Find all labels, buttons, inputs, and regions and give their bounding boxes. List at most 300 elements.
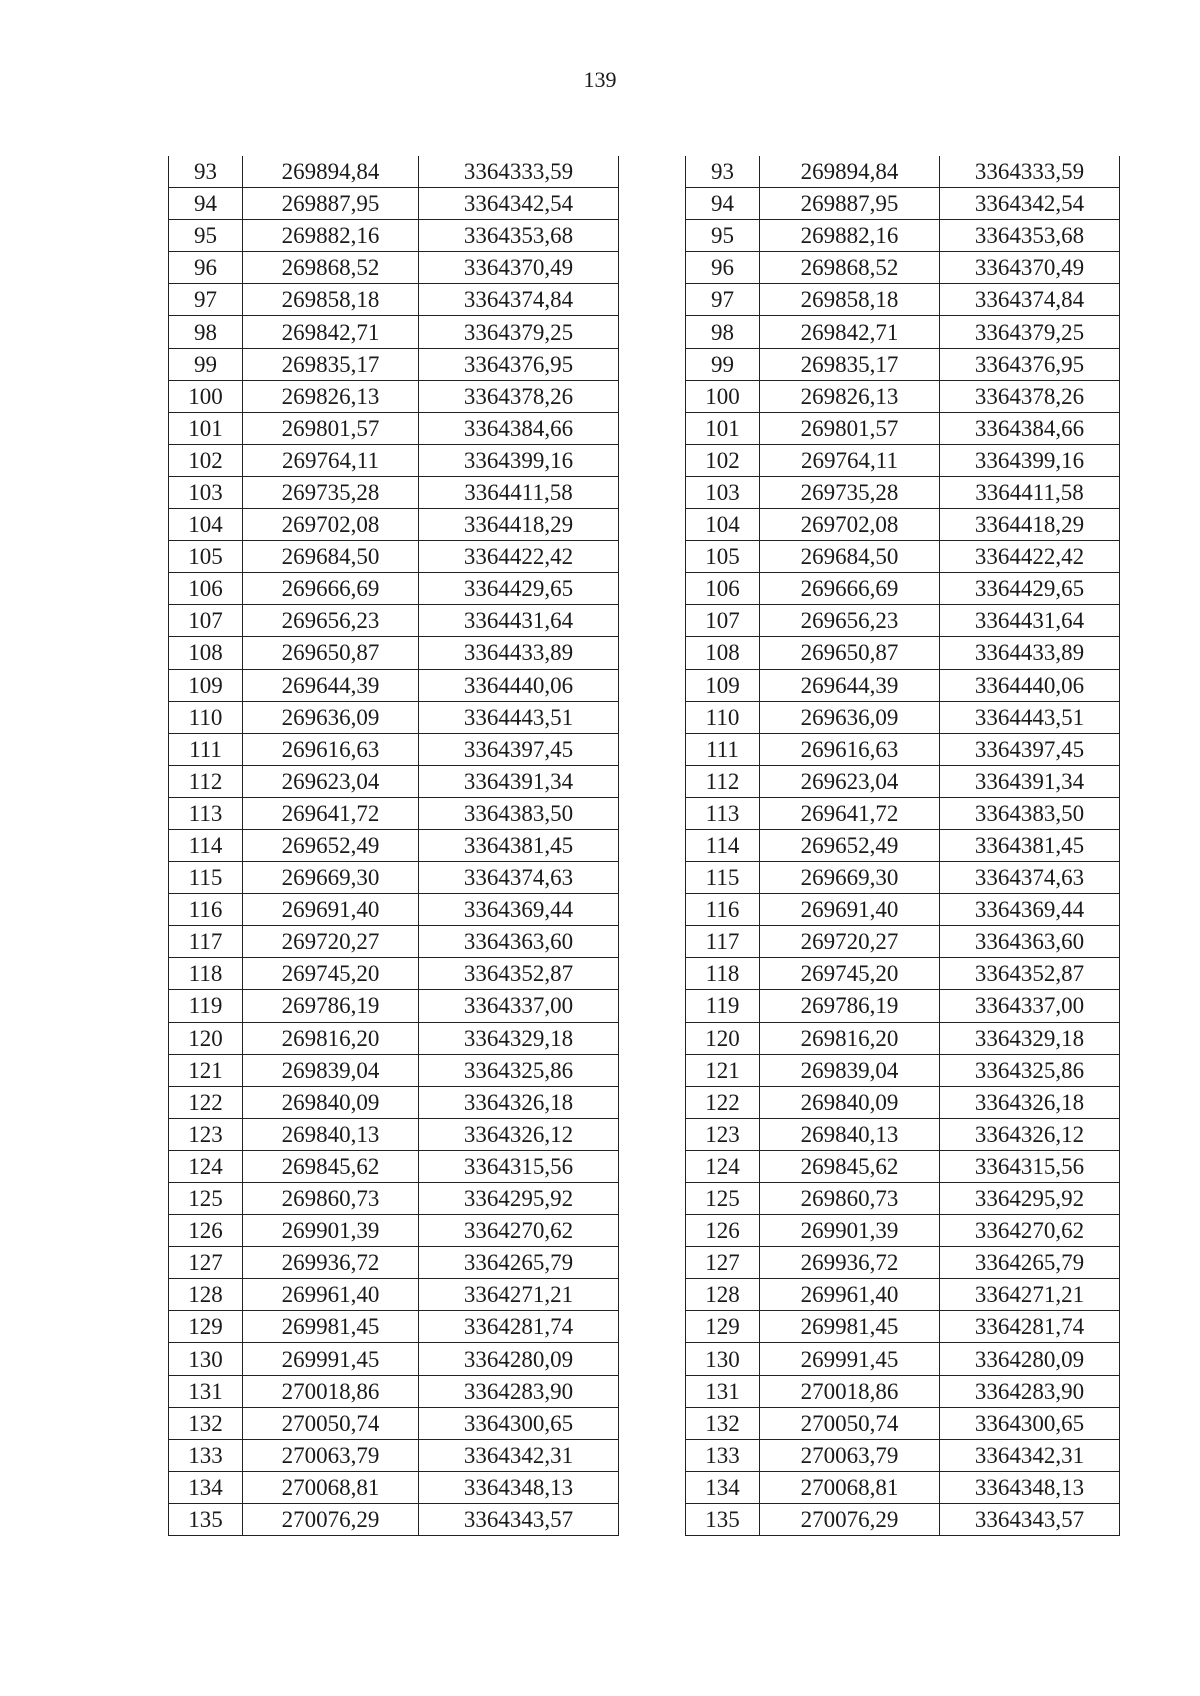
- y-coordinate-cell: 3364342,31: [419, 1439, 619, 1471]
- y-coordinate-cell: 3364325,86: [419, 1054, 619, 1086]
- table-row: [169, 797, 619, 829]
- x-coordinate-cell: 269720,27: [760, 926, 940, 958]
- point-number-cell: 102: [169, 444, 243, 476]
- table-row: [686, 1279, 1120, 1311]
- x-coordinate-cell: 269735,28: [243, 476, 419, 508]
- point-number-cell: 97: [169, 284, 243, 316]
- point-number-cell: 109: [686, 669, 760, 701]
- point-number-cell: 114: [169, 829, 243, 861]
- table-row: [686, 1375, 1120, 1407]
- table-row: [169, 605, 619, 637]
- y-coordinate-cell: 3364422,42: [940, 541, 1120, 573]
- point-number-cell: 126: [169, 1215, 243, 1247]
- y-coordinate-cell: 3364270,62: [940, 1215, 1120, 1247]
- x-coordinate-cell: 270050,74: [243, 1407, 419, 1439]
- point-number-cell: 103: [686, 476, 760, 508]
- y-coordinate-cell: 3364300,65: [940, 1407, 1120, 1439]
- table-row: [169, 316, 619, 348]
- table-row: [686, 188, 1120, 220]
- y-coordinate-cell: 3364281,74: [419, 1311, 619, 1343]
- table-row: [686, 733, 1120, 765]
- y-coordinate-cell: 3364443,51: [940, 701, 1120, 733]
- point-number-cell: 97: [686, 284, 760, 316]
- table-row: [169, 220, 619, 252]
- table-row: [686, 1343, 1120, 1375]
- x-coordinate-cell: 269641,72: [243, 797, 419, 829]
- y-coordinate-cell: 3364270,62: [419, 1215, 619, 1247]
- x-coordinate-cell: 269720,27: [243, 926, 419, 958]
- y-coordinate-cell: 3364337,00: [940, 990, 1120, 1022]
- table-row: [169, 926, 619, 958]
- point-number-cell: 129: [686, 1311, 760, 1343]
- page-number: 139: [583, 67, 617, 92]
- x-coordinate-cell: 269936,72: [760, 1247, 940, 1279]
- table-row: [686, 894, 1120, 926]
- table-row: [686, 284, 1120, 316]
- table-row: [686, 252, 1120, 284]
- point-number-cell: 124: [169, 1150, 243, 1182]
- table-row: [169, 733, 619, 765]
- point-number-cell: 135: [169, 1503, 243, 1535]
- point-number-cell: 122: [686, 1086, 760, 1118]
- x-coordinate-cell: 269666,69: [760, 573, 940, 605]
- point-number-cell: 116: [686, 894, 760, 926]
- x-coordinate-cell: 269702,08: [243, 509, 419, 541]
- table-row: [686, 958, 1120, 990]
- y-coordinate-cell: 3364411,58: [940, 476, 1120, 508]
- point-number-cell: 120: [169, 1022, 243, 1054]
- x-coordinate-cell: 269901,39: [760, 1215, 940, 1247]
- y-coordinate-cell: 3364381,45: [940, 829, 1120, 861]
- x-coordinate-cell: 269901,39: [243, 1215, 419, 1247]
- table-row: [169, 765, 619, 797]
- x-coordinate-cell: 269702,08: [760, 509, 940, 541]
- table-row: [686, 1247, 1120, 1279]
- x-coordinate-cell: 269745,20: [243, 958, 419, 990]
- coordinates-table-right: [685, 156, 1120, 1536]
- table-row: [686, 380, 1120, 412]
- point-number-cell: 103: [169, 476, 243, 508]
- point-number-cell: 132: [169, 1407, 243, 1439]
- table-row: [686, 156, 1120, 188]
- x-coordinate-cell: 269845,62: [243, 1150, 419, 1182]
- x-coordinate-cell: 269882,16: [243, 220, 419, 252]
- y-coordinate-cell: 3364381,45: [419, 829, 619, 861]
- x-coordinate-cell: 269840,09: [243, 1086, 419, 1118]
- table-row: [686, 1311, 1120, 1343]
- table-row: [169, 412, 619, 444]
- x-coordinate-cell: 269858,18: [760, 284, 940, 316]
- x-coordinate-cell: 269801,57: [760, 412, 940, 444]
- x-coordinate-cell: 269961,40: [760, 1279, 940, 1311]
- x-coordinate-cell: 270068,81: [243, 1471, 419, 1503]
- x-coordinate-cell: 269666,69: [243, 573, 419, 605]
- point-number-cell: 105: [686, 541, 760, 573]
- point-number-cell: 106: [686, 573, 760, 605]
- table-row: [169, 1086, 619, 1118]
- y-coordinate-cell: 3364378,26: [419, 380, 619, 412]
- table-row: [169, 1407, 619, 1439]
- y-coordinate-cell: 3364352,87: [419, 958, 619, 990]
- x-coordinate-cell: 269691,40: [760, 894, 940, 926]
- table-row: [686, 829, 1120, 861]
- point-number-cell: 111: [169, 733, 243, 765]
- y-coordinate-cell: 3364343,57: [940, 1503, 1120, 1535]
- point-number-cell: 110: [169, 701, 243, 733]
- x-coordinate-cell: 269816,20: [760, 1022, 940, 1054]
- x-coordinate-cell: 270076,29: [760, 1503, 940, 1535]
- x-coordinate-cell: 269845,62: [760, 1150, 940, 1182]
- table-row: [686, 862, 1120, 894]
- table-row: [686, 1022, 1120, 1054]
- x-coordinate-cell: 269894,84: [243, 156, 419, 188]
- point-number-cell: 131: [169, 1375, 243, 1407]
- x-coordinate-cell: 269656,23: [243, 605, 419, 637]
- point-number-cell: 112: [169, 765, 243, 797]
- table-row: [686, 220, 1120, 252]
- coordinates-table-left: [168, 156, 619, 1536]
- y-coordinate-cell: 3364363,60: [940, 926, 1120, 958]
- point-number-cell: 124: [686, 1150, 760, 1182]
- table-row: [686, 1215, 1120, 1247]
- point-number-cell: 117: [169, 926, 243, 958]
- point-number-cell: 126: [686, 1215, 760, 1247]
- table-row: [686, 701, 1120, 733]
- table-row: [169, 829, 619, 861]
- x-coordinate-cell: 270076,29: [243, 1503, 419, 1535]
- x-coordinate-cell: 269858,18: [243, 284, 419, 316]
- y-coordinate-cell: 3364397,45: [419, 733, 619, 765]
- y-coordinate-cell: 3364326,18: [419, 1086, 619, 1118]
- table-row: [169, 348, 619, 380]
- y-coordinate-cell: 3364440,06: [419, 669, 619, 701]
- table-row: [169, 958, 619, 990]
- x-coordinate-cell: 269868,52: [760, 252, 940, 284]
- table-row: [169, 990, 619, 1022]
- y-coordinate-cell: 3364342,31: [940, 1439, 1120, 1471]
- y-coordinate-cell: 3364369,44: [940, 894, 1120, 926]
- point-number-cell: 95: [686, 220, 760, 252]
- point-number-cell: 118: [169, 958, 243, 990]
- table-row: [686, 765, 1120, 797]
- y-coordinate-cell: 3364353,68: [419, 220, 619, 252]
- y-coordinate-cell: 3364329,18: [940, 1022, 1120, 1054]
- y-coordinate-cell: 3364337,00: [419, 990, 619, 1022]
- point-number-cell: 130: [169, 1343, 243, 1375]
- point-number-cell: 113: [169, 797, 243, 829]
- point-number-cell: 93: [686, 156, 760, 188]
- table-row: [169, 1183, 619, 1215]
- y-coordinate-cell: 3364326,12: [940, 1118, 1120, 1150]
- x-coordinate-cell: 269840,13: [243, 1118, 419, 1150]
- point-number-cell: 134: [686, 1471, 760, 1503]
- x-coordinate-cell: 270050,74: [760, 1407, 940, 1439]
- point-number-cell: 94: [169, 188, 243, 220]
- table-row: [169, 380, 619, 412]
- table-row: [169, 1279, 619, 1311]
- x-coordinate-cell: 269991,45: [760, 1343, 940, 1375]
- point-number-cell: 100: [686, 380, 760, 412]
- x-coordinate-cell: 269735,28: [760, 476, 940, 508]
- table-row: [169, 1215, 619, 1247]
- table-row: [686, 476, 1120, 508]
- y-coordinate-cell: 3364300,65: [419, 1407, 619, 1439]
- point-number-cell: 115: [169, 862, 243, 894]
- x-coordinate-cell: 269786,19: [760, 990, 940, 1022]
- x-coordinate-cell: 269887,95: [243, 188, 419, 220]
- y-coordinate-cell: 3364399,16: [940, 444, 1120, 476]
- y-coordinate-cell: 3364352,87: [940, 958, 1120, 990]
- table-row: [169, 1311, 619, 1343]
- point-number-cell: 130: [686, 1343, 760, 1375]
- x-coordinate-cell: 269839,04: [760, 1054, 940, 1086]
- x-coordinate-cell: 269644,39: [243, 669, 419, 701]
- table-body: [169, 156, 619, 1536]
- x-coordinate-cell: 269840,13: [760, 1118, 940, 1150]
- point-number-cell: 133: [686, 1439, 760, 1471]
- point-number-cell: 131: [686, 1375, 760, 1407]
- table-row: [169, 1375, 619, 1407]
- point-number-cell: 114: [686, 829, 760, 861]
- table-row: [169, 1150, 619, 1182]
- table-row: [169, 1247, 619, 1279]
- x-coordinate-cell: 269961,40: [243, 1279, 419, 1311]
- y-coordinate-cell: 3364329,18: [419, 1022, 619, 1054]
- y-coordinate-cell: 3364384,66: [419, 412, 619, 444]
- x-coordinate-cell: 269764,11: [760, 444, 940, 476]
- table-row: [686, 1118, 1120, 1150]
- x-coordinate-cell: 270018,86: [760, 1375, 940, 1407]
- table-row: [169, 862, 619, 894]
- table-row: [686, 1086, 1120, 1118]
- table-row: [169, 541, 619, 573]
- y-coordinate-cell: 3364383,50: [419, 797, 619, 829]
- table-row: [686, 637, 1120, 669]
- table-row: [686, 926, 1120, 958]
- table-row: [686, 605, 1120, 637]
- x-coordinate-cell: 269652,49: [760, 829, 940, 861]
- y-coordinate-cell: 3364431,64: [940, 605, 1120, 637]
- y-coordinate-cell: 3364418,29: [940, 509, 1120, 541]
- y-coordinate-cell: 3364283,90: [419, 1375, 619, 1407]
- point-number-cell: 93: [169, 156, 243, 188]
- y-coordinate-cell: 3364353,68: [940, 220, 1120, 252]
- point-number-cell: 107: [169, 605, 243, 637]
- x-coordinate-cell: 270063,79: [760, 1439, 940, 1471]
- y-coordinate-cell: 3364348,13: [940, 1471, 1120, 1503]
- x-coordinate-cell: 270018,86: [243, 1375, 419, 1407]
- y-coordinate-cell: 3364374,63: [940, 862, 1120, 894]
- x-coordinate-cell: 269786,19: [243, 990, 419, 1022]
- point-number-cell: 128: [686, 1279, 760, 1311]
- y-coordinate-cell: 3364429,65: [419, 573, 619, 605]
- point-number-cell: 101: [169, 412, 243, 444]
- y-coordinate-cell: 3364295,92: [940, 1183, 1120, 1215]
- table-row: [686, 348, 1120, 380]
- x-coordinate-cell: 269887,95: [760, 188, 940, 220]
- point-number-cell: 107: [686, 605, 760, 637]
- point-number-cell: 101: [686, 412, 760, 444]
- y-coordinate-cell: 3364333,59: [419, 156, 619, 188]
- y-coordinate-cell: 3364374,84: [419, 284, 619, 316]
- table-row: [169, 701, 619, 733]
- point-number-cell: 127: [169, 1247, 243, 1279]
- x-coordinate-cell: 269894,84: [760, 156, 940, 188]
- table-row: [686, 669, 1120, 701]
- x-coordinate-cell: 269842,71: [760, 316, 940, 348]
- x-coordinate-cell: 269636,09: [243, 701, 419, 733]
- x-coordinate-cell: 269839,04: [243, 1054, 419, 1086]
- x-coordinate-cell: 269835,17: [243, 348, 419, 380]
- table-row: [686, 1503, 1120, 1535]
- point-number-cell: 121: [686, 1054, 760, 1086]
- table-row: [169, 637, 619, 669]
- table-body: [686, 156, 1120, 1536]
- y-coordinate-cell: 3364280,09: [419, 1343, 619, 1375]
- point-number-cell: 135: [686, 1503, 760, 1535]
- y-coordinate-cell: 3364271,21: [940, 1279, 1120, 1311]
- table-row: [686, 509, 1120, 541]
- x-coordinate-cell: 269623,04: [760, 765, 940, 797]
- point-number-cell: 123: [686, 1118, 760, 1150]
- y-coordinate-cell: 3364343,57: [419, 1503, 619, 1535]
- x-coordinate-cell: 269641,72: [760, 797, 940, 829]
- point-number-cell: 104: [169, 509, 243, 541]
- y-coordinate-cell: 3364391,34: [940, 765, 1120, 797]
- y-coordinate-cell: 3364326,18: [940, 1086, 1120, 1118]
- table-row: [169, 1343, 619, 1375]
- point-number-cell: 99: [686, 348, 760, 380]
- y-coordinate-cell: 3364422,42: [419, 541, 619, 573]
- point-number-cell: 96: [686, 252, 760, 284]
- x-coordinate-cell: 269801,57: [243, 412, 419, 444]
- x-coordinate-cell: 269650,87: [760, 637, 940, 669]
- table-row: [686, 444, 1120, 476]
- y-coordinate-cell: 3364265,79: [940, 1247, 1120, 1279]
- y-coordinate-cell: 3364295,92: [419, 1183, 619, 1215]
- y-coordinate-cell: 3364370,49: [940, 252, 1120, 284]
- table-row: [169, 252, 619, 284]
- x-coordinate-cell: 269860,73: [243, 1183, 419, 1215]
- table-row: [686, 990, 1120, 1022]
- table-row: [169, 1118, 619, 1150]
- y-coordinate-cell: 3364443,51: [419, 701, 619, 733]
- point-number-cell: 99: [169, 348, 243, 380]
- y-coordinate-cell: 3364431,64: [419, 605, 619, 637]
- x-coordinate-cell: 269669,30: [243, 862, 419, 894]
- table-row: [169, 1503, 619, 1535]
- y-coordinate-cell: 3364342,54: [419, 188, 619, 220]
- point-number-cell: 104: [686, 509, 760, 541]
- point-number-cell: 102: [686, 444, 760, 476]
- y-coordinate-cell: 3364342,54: [940, 188, 1120, 220]
- point-number-cell: 95: [169, 220, 243, 252]
- y-coordinate-cell: 3364325,86: [940, 1054, 1120, 1086]
- x-coordinate-cell: 269981,45: [243, 1311, 419, 1343]
- y-coordinate-cell: 3364315,56: [419, 1150, 619, 1182]
- y-coordinate-cell: 3364374,84: [940, 284, 1120, 316]
- point-number-cell: 119: [169, 990, 243, 1022]
- point-number-cell: 105: [169, 541, 243, 573]
- y-coordinate-cell: 3364369,44: [419, 894, 619, 926]
- table-row: [169, 1439, 619, 1471]
- y-coordinate-cell: 3364280,09: [940, 1343, 1120, 1375]
- x-coordinate-cell: 269644,39: [760, 669, 940, 701]
- y-coordinate-cell: 3364326,12: [419, 1118, 619, 1150]
- table-row: [686, 541, 1120, 573]
- point-number-cell: 129: [169, 1311, 243, 1343]
- table-row: [169, 156, 619, 188]
- x-coordinate-cell: 269840,09: [760, 1086, 940, 1118]
- x-coordinate-cell: 269868,52: [243, 252, 419, 284]
- x-coordinate-cell: 269860,73: [760, 1183, 940, 1215]
- table-row: [169, 284, 619, 316]
- y-coordinate-cell: 3364376,95: [940, 348, 1120, 380]
- y-coordinate-cell: 3364283,90: [940, 1375, 1120, 1407]
- x-coordinate-cell: 269981,45: [760, 1311, 940, 1343]
- x-coordinate-cell: 269764,11: [243, 444, 419, 476]
- y-coordinate-cell: 3364379,25: [419, 316, 619, 348]
- point-number-cell: 119: [686, 990, 760, 1022]
- x-coordinate-cell: 269991,45: [243, 1343, 419, 1375]
- point-number-cell: 111: [686, 733, 760, 765]
- table-row: [169, 1022, 619, 1054]
- table-row: [169, 1054, 619, 1086]
- y-coordinate-cell: 3364384,66: [940, 412, 1120, 444]
- point-number-cell: 110: [686, 701, 760, 733]
- table-row: [686, 1054, 1120, 1086]
- y-coordinate-cell: 3364397,45: [940, 733, 1120, 765]
- table-row: [169, 894, 619, 926]
- table-row: [686, 1439, 1120, 1471]
- table-row: [686, 316, 1120, 348]
- table-row: [169, 509, 619, 541]
- table-row: [169, 573, 619, 605]
- x-coordinate-cell: 269936,72: [243, 1247, 419, 1279]
- table-row: [686, 1150, 1120, 1182]
- table-row: [686, 1183, 1120, 1215]
- x-coordinate-cell: 269636,09: [760, 701, 940, 733]
- y-coordinate-cell: 3364281,74: [940, 1311, 1120, 1343]
- y-coordinate-cell: 3364429,65: [940, 573, 1120, 605]
- point-number-cell: 132: [686, 1407, 760, 1439]
- y-coordinate-cell: 3364363,60: [419, 926, 619, 958]
- y-coordinate-cell: 3364383,50: [940, 797, 1120, 829]
- x-coordinate-cell: 269842,71: [243, 316, 419, 348]
- x-coordinate-cell: 269816,20: [243, 1022, 419, 1054]
- point-number-cell: 128: [169, 1279, 243, 1311]
- table-row: [686, 1471, 1120, 1503]
- x-coordinate-cell: 269652,49: [243, 829, 419, 861]
- x-coordinate-cell: 269616,63: [760, 733, 940, 765]
- y-coordinate-cell: 3364374,63: [419, 862, 619, 894]
- y-coordinate-cell: 3364348,13: [419, 1471, 619, 1503]
- y-coordinate-cell: 3364433,89: [419, 637, 619, 669]
- table-row: [169, 1471, 619, 1503]
- x-coordinate-cell: 269882,16: [760, 220, 940, 252]
- y-coordinate-cell: 3364376,95: [419, 348, 619, 380]
- point-number-cell: 117: [686, 926, 760, 958]
- x-coordinate-cell: 269684,50: [243, 541, 419, 573]
- table-row: [686, 1407, 1120, 1439]
- y-coordinate-cell: 3364411,58: [419, 476, 619, 508]
- point-number-cell: 108: [686, 637, 760, 669]
- x-coordinate-cell: 269650,87: [243, 637, 419, 669]
- table-row: [686, 797, 1120, 829]
- point-number-cell: 98: [686, 316, 760, 348]
- point-number-cell: 118: [686, 958, 760, 990]
- y-coordinate-cell: 3364265,79: [419, 1247, 619, 1279]
